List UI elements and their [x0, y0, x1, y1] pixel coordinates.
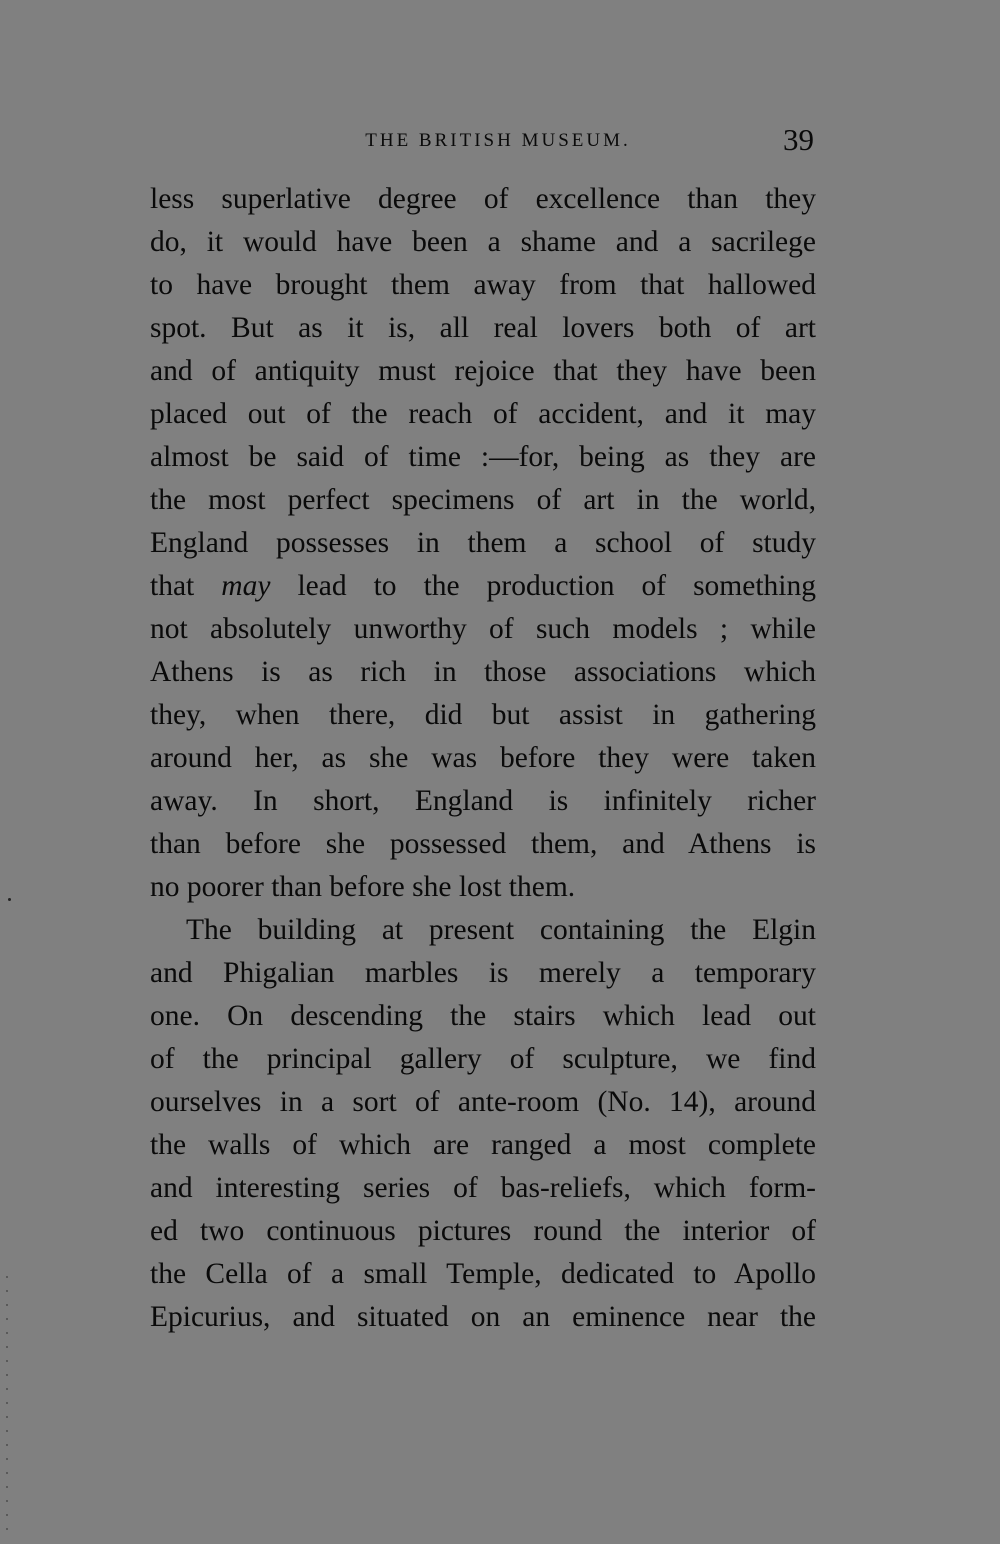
text-line: the walls of which are ranged a most complete: [150, 1129, 816, 1161]
paragraph: [150, 178, 816, 909]
text-line: and interesting series of bas-reliefs, which form-: [150, 1172, 816, 1204]
text-line: England possesses in them a school of study: [150, 527, 816, 559]
page-number: 39: [783, 122, 814, 157]
text-line: away. In short, England is infinitely richer: [150, 785, 816, 817]
text-line: ed two continuous pictures round the interior of: [150, 1215, 816, 1247]
text-line: do, it would have been a shame and a sacrilege: [150, 226, 816, 258]
text-line: around her, as she was before they were taken: [150, 742, 816, 774]
text-line: and of antiquity must rejoice that they have been: [150, 355, 816, 387]
text-line: no poorer than before she lost them.: [150, 871, 576, 903]
text-line: placed out of the reach of accident, and it may: [150, 398, 816, 430]
text-line: spot. But as it is, all real lovers both of art: [150, 312, 816, 344]
text-line: The building at present containing the Elgin: [186, 914, 816, 946]
text-line: ourselves in a sort of ante-room (No. 14), around: [150, 1086, 816, 1118]
text-line: Athens is as rich in those associations which: [150, 656, 816, 688]
binding-edge-marks: [2, 1270, 12, 1530]
text-line: than before she possessed them, and Athens is: [150, 828, 816, 860]
text-line: of the principal gallery of sculpture, we find: [150, 1043, 816, 1075]
text-run: lead to the production of something: [270, 570, 816, 602]
italic-word: may: [221, 570, 271, 602]
text-line: to have brought them away from that hallowed: [150, 269, 816, 301]
text-line: almost be said of time :—for, being as they are: [150, 441, 816, 473]
text-line: [150, 565, 816, 608]
text-line: and Phigalian marbles is merely a temporary: [150, 957, 816, 989]
text-run: that: [150, 570, 222, 602]
body-text: [150, 178, 816, 1339]
text-line: the Cella of a small Temple, dedicated to Apollo: [150, 1258, 816, 1290]
text-line: the most perfect specimens of art in the world,: [150, 484, 816, 516]
running-title: THE BRITISH MUSEUM.: [365, 130, 631, 151]
text-line: Epicurius, and situated on an eminence near the: [150, 1301, 816, 1333]
running-head: [150, 122, 816, 162]
text-line: they, when there, did but assist in gathering: [150, 699, 816, 731]
margin-speck: [8, 898, 11, 901]
text-line: one. On descending the stairs which lead out: [150, 1000, 816, 1032]
text-line: less superlative degree of excellence than they: [150, 183, 816, 215]
text-line: not absolutely unworthy of such models ; while: [150, 613, 816, 645]
paragraph: [150, 909, 816, 1339]
